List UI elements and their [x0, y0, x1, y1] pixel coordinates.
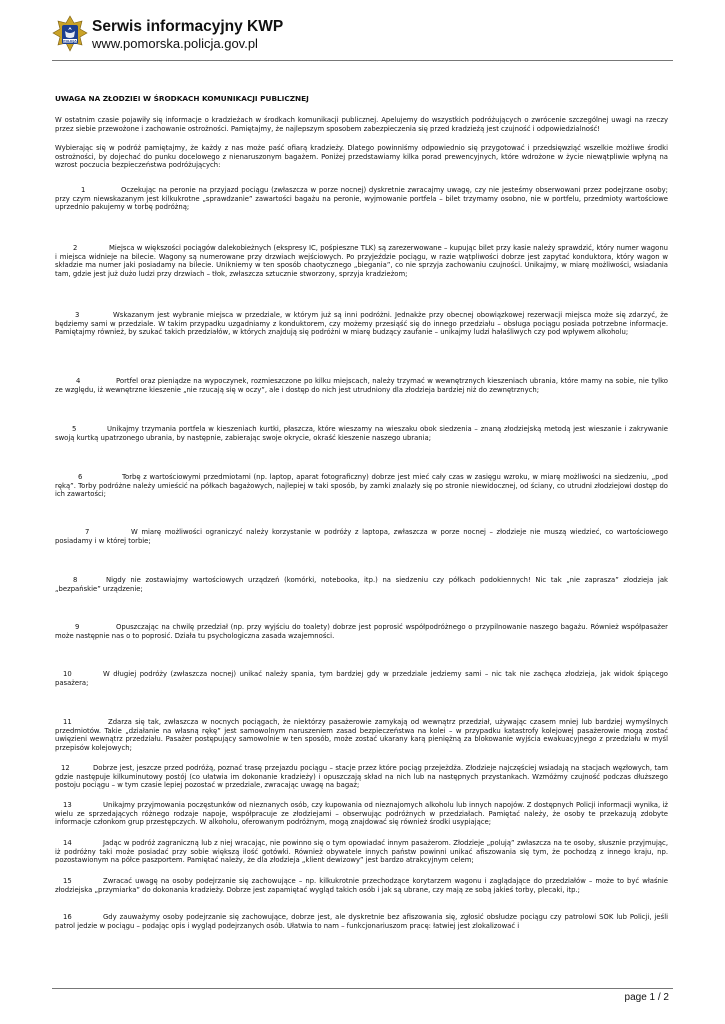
item-text: Unikajmy przyjmowania poczęstunków od nieznanych osób, czy kupowania od nieznajomych alkoholu lub innych napojów. Z dostępnych Policji informacji wynika, iż wielu ze sprzedających różnego rodzaje napoje, współpracuje ze złodziejami – obserwując podróżnych w przedziałach. Pamiętać należy, że osoby te przekazują zdobyte informacje członkom grup przestępczych. W alkoholu, oferowanym podróżnym, mogą znajdować się również środki usypiające;: [55, 801, 668, 827]
list-item: [55, 576, 668, 593]
site-header: [52, 12, 283, 58]
item-number: 3: [75, 311, 80, 319]
item-number: 5: [72, 425, 77, 433]
item-number: 6: [78, 473, 83, 481]
list-item: [55, 764, 668, 790]
item-text: Torbę z wartościowymi przedmiotami (np. laptop, aparat fotograficzny) dobrze jest mieć cały czas w zasięgu wzroku, w miarę możliwości na siedzeniu, „pod ręką”. Torby podróżne należy umieścić na półkach bagażowych, najlepiej w taki sposób, by zamki znalazły się po stronie niewidocznej, od ściany, co utrudni złodziejowi dostęp do ich zawartości;: [55, 473, 668, 499]
list-item: [55, 718, 668, 752]
document-title: UWAGA NA ZŁODZIEI W ŚRODKACH KOMUNIKACJI PUBLICZNEJ: [55, 94, 309, 103]
item-text: Jadąc w podróż zagraniczną lub z niej wracając, nie powinno się o tym opowiadać innym pasażerom. Złodzieje „polują” zwłaszcza na te osoby, słusznie przyjmując, iż podróżny taki może posiadać przy sobie większą ilość gotówki. Również obywatele innych państw powinni unikać afiszowania się tym, że pochodzą z innego kraju, np. pozostawionym na półce paszportem. Pamiętać należy, że dla złodzieja „klient dewizowy” jest bardzo atrakcyjnym celem;: [55, 839, 668, 865]
list-item: [55, 913, 668, 930]
list-item: [55, 473, 668, 499]
list-item: [55, 244, 668, 278]
site-url[interactable]: www.pomorska.policja.gov.pl: [92, 36, 258, 51]
site-title-block: [92, 18, 283, 52]
item-number: 12: [61, 764, 70, 772]
item-number: 16: [63, 913, 72, 921]
item-number: 11: [63, 718, 72, 726]
item-text: Portfel oraz pieniądze na wypoczynek, rozmieszczone po kilku miejscach, należy trzymać w wewnętrznych kieszeniach ubrania, które mamy na sobie, nie tylko ze względu, iż wewnętrzne kieszenie „nie rzucają się w oczy”, ale i dostęp do nich jest utrudniony dla złodzieja bardziej niż do zewnętrznych;: [55, 377, 668, 394]
list-item: [55, 377, 668, 394]
list-item: [55, 528, 668, 545]
list-item: [55, 425, 668, 442]
intro-paragraph: W ostatnim czasie pojawiły się informacje o kradzieżach w środkach komunikacji publicznej. Apelujemy do wszystkich podróżujących o zwrócenie szczególnej uwagi na rzeczy przez siebie przewożone i zachowanie ostrożności. Pamiętajmy, że najlepszym sposobem zabezpieczenia się przed kradzieżą jest czujność i odpowiedzialność!: [55, 116, 668, 133]
item-number: 10: [63, 670, 72, 678]
item-text: Nigdy nie zostawiajmy wartościowych urządzeń (komórki, notebooka, itp.) na siedzeniu czy półkach podokiennych! Nic tak „nie zaprasza” złodzieja jak „bezpańskie” urządzenie;: [55, 576, 668, 593]
header-divider: [52, 60, 673, 61]
item-number: 9: [75, 623, 80, 631]
page-number: page 1 / 2: [624, 992, 669, 1003]
list-item: [55, 877, 668, 894]
police-star-logo-icon: [52, 15, 88, 55]
list-item: [55, 623, 668, 640]
item-text: Zwracać uwagę na osoby podejrzanie się zachowujące – np. kilkukrotnie przechodzące korytarzem wagonu i zaglądające do przedziałów – może to być właśnie złodziejska „przymiarka” do dokonania kradzieży. Dobrze jest zapamiętać wygląd takich osób i jak są ubrane, czy mają ze sobą jakieś torby, plecaki, itp.;: [55, 877, 668, 894]
item-text: Miejsca w większości pociągów dalekobieżnych (ekspresy IC, pośpieszne TLK) są zarezerwowane – kupując bilet przy kasie należy sprawdzić, który numer wagonu i miejsca widnieje na bilecie. Wagony są numerowane przy drzwiach wejściowych. Po przyjeździe pociągu, w razie wątpliwości dobrze jest zapytać konduktora, który wagon w składzie ma numer jaki posiadamy na bilecie. Unikniemy w ten sposób chaotycznego „biegania”, co nie sprzyja zachowaniu czujności. Unikajmy, w miarę możliwości, wsiadania tam, gdzie jest już dużo ludzi przy drzwiach – tłok, zwłaszcza sztucznie stworzony, sprzyja kradzieżom;: [55, 244, 668, 278]
item-number: 15: [63, 877, 72, 885]
list-item: [55, 670, 668, 687]
intro-paragraph: Wybierając się w podróż pamiętajmy, że każdy z nas może paść ofiarą kradzieży. Dlatego powinniśmy odpowiednio się przygotować i przedsięwziąć wszelkie możliwe środki ostrożności, by dojechać do punku docelowego z nienaruszonym bagażem. Poniżej przedstawiamy kilka porad prewencyjnych, które wdrożone w życie niewątpliwie wpłyną na wzrost poczucia bezpieczeństwa podróżujących:: [55, 144, 668, 170]
item-number: 8: [73, 576, 78, 584]
item-text: Oczekując na peronie na przyjazd pociągu (zwłaszcza w porze nocnej) dyskretnie zwracajmy uwagę, czy nie jesteśmy obserwowani przez podejrzane osoby; przy czym niewskazanym jest kilkukrotne „sprawdzanie” zawartości bagażu na peronie, wyjmowanie portfela – bilet trzymamy osobno, nie w portfelu, przedmioty wartościowe uprzednio pakujemy w torbę podróżną;: [55, 186, 668, 212]
item-text: Zdarza się tak, zwłaszcza w nocnych pociągach, że niektórzy pasażerowie zamykają od wewnątrz przedział, używając czasem mniej lub bardziej wymyślnych przedmiotów. Takie „działanie na własną rękę” jest samowolnym naruszeniem zasad bezpieczeństwa na kolei – w przypadku katastrofy kolejowej pasażerowie mogą zostać uwięzieni wewnątrz przedziału. Pasażer postępujący samowolnie w ten sposób, może zostać ukarany karą pieniężną za blokowanie wyjścia ewakuacyjnego z przedziału w myśl przepisów kolejowych;: [55, 718, 668, 752]
item-number: 1: [81, 186, 86, 194]
item-text: Dobrze jest, jeszcze przed podróżą, poznać trasę przejazdu pociągu – stacje przez które pociąg przejeżdża. Złodzieje najczęściej wsiadają na stacjach węzłowych, tam gdzie następuje kilkuminutowy postój (co ułatwia im dokonanie kradzieży) i opuszczają skład na nich lub na następnych przystankach. Wzmóżmy czujność podczas dłuższego postoju pociągu – w tym czasie lepiej pozostać w przedziale, zwracając uwagę na bagaż;: [55, 764, 668, 790]
item-number: 13: [63, 801, 72, 809]
footer-divider: [52, 988, 673, 989]
item-text: Wskazanym jest wybranie miejsca w przedziale, w którym już są inni podróżni. Jednakże przy obecnej obowiązkowej rezerwacji miejsca może się zdarzyć, że będziemy sami w przedziale. W takim przypadku uzgadniamy z konduktorem, czy możemy przesiąść się do innego przedziału – obsługa pociągu posiada potrzebne informacje. Pamiętajmy również, by szukać takich przedziałów, w których znajdują się podróżni w miarę budzący zaufanie – unikajmy ludzi hałaśliwych czy pod wpływem alkoholu;: [55, 311, 668, 337]
item-number: 4: [76, 377, 81, 385]
item-text: W długiej podróży (zwłaszcza nocnej) unikać należy spania, tym bardziej gdy w przedziale jedziemy sami – nic tak nie zachęca złodzieja, jak widok śpiącego pasażera;: [55, 670, 668, 687]
item-text: Unikajmy trzymania portfela w kieszeniach kurtki, płaszcza, które wieszamy na wieszaku obok siedzenia – znaną złodziejską metodą jest wieszanie i zakrywanie swoją kurtką upatrzonego ubrania, by następnie, zabierając swoje okrycie, okraść kieszenie naszego ubrania;: [55, 425, 668, 442]
item-text: Opuszczając na chwilę przedział (np. przy wyjściu do toalety) dobrze jest poprosić współpodróżnego o przypilnowanie naszego bagażu. Również współpasażer może następnie nas o to poprosić. Działa tu psychologiczna zasada wzajemności.: [55, 623, 668, 640]
list-item: [55, 839, 668, 865]
item-number: 14: [63, 839, 72, 847]
list-item: [55, 186, 668, 212]
list-item: [55, 801, 668, 827]
list-item: [55, 311, 668, 337]
logo-text: POLICJA: [63, 39, 77, 43]
site-title: Serwis informacyjny KWP: [92, 18, 284, 35]
item-text: Gdy zauważymy osoby podejrzanie się zachowujące, dobrze jest, ale dyskretnie bez afiszowania się, zgłosić obsłudze pociągu czy patrolowi SOK lub Policji, jeśli patrol jedzie w pociągu – podając opis i wygląd podejrzanych osób. Ułatwia to nam – funkcjonariuszom pracę: łatwiej jest zlokalizować i: [55, 913, 668, 930]
item-text: W miarę możliwości ograniczyć należy korzystanie w podróży z laptopa, zwłaszcza w porze nocnej – złodzieje nie muszą wiedzieć, co wartościowego posiadamy i w której torbie;: [55, 528, 668, 545]
item-number: 7: [85, 528, 90, 536]
item-number: 2: [73, 244, 78, 252]
document-body: [55, 94, 668, 170]
